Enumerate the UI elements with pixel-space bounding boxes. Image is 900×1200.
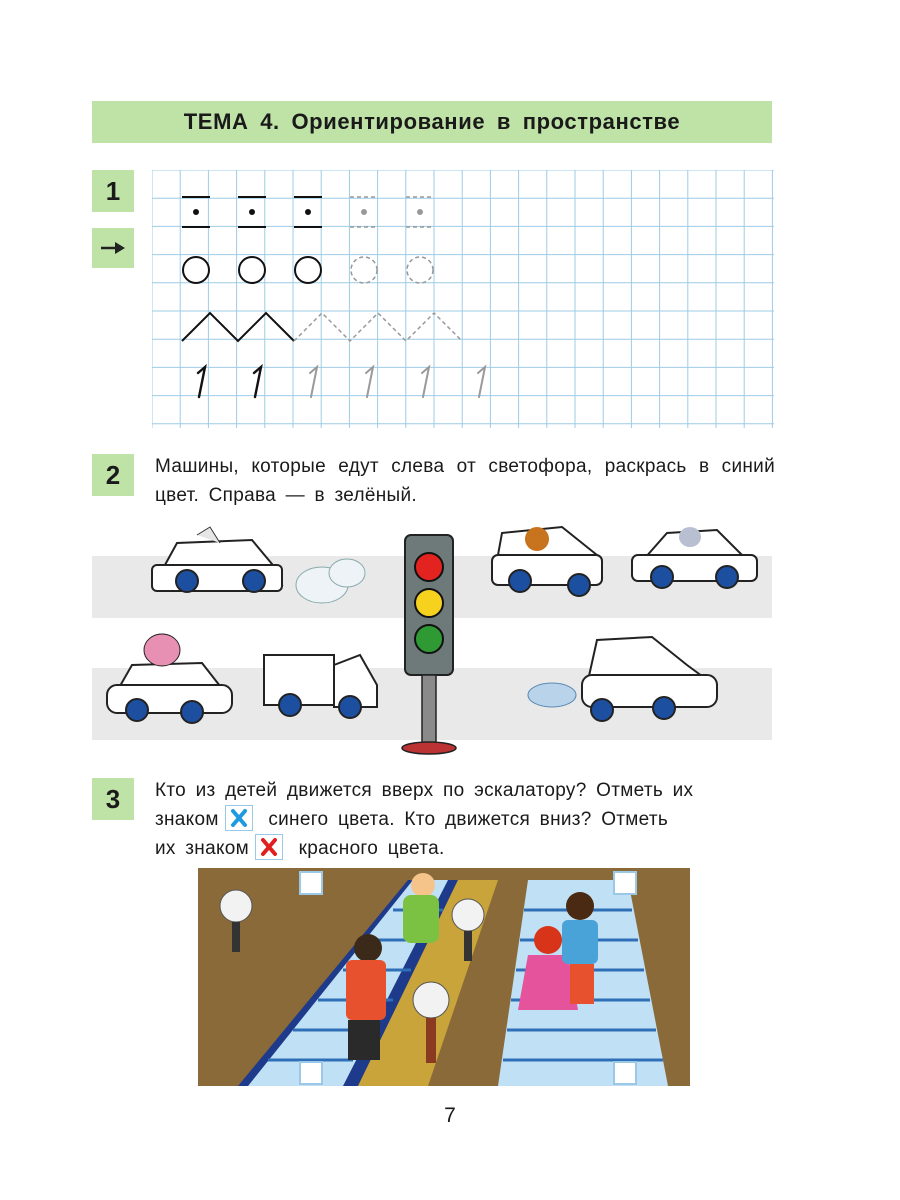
car-illustration	[632, 527, 757, 588]
task-3-text	[155, 776, 775, 863]
task-1-grid	[152, 170, 774, 428]
task-3-line-2	[155, 805, 775, 834]
topic-header	[92, 101, 772, 143]
task-1-number: 1	[92, 170, 134, 212]
arrow-box	[92, 228, 134, 268]
escalator-illustration	[198, 860, 690, 1086]
traffic-light	[402, 535, 456, 754]
task-3-line-2-b: синего цвета. Кто движется вниз? Отметь	[268, 809, 669, 830]
traffic-illustration	[92, 515, 772, 760]
topic-title: ТЕМА 4. Ориентирование в пространстве	[183, 109, 681, 134]
digit-one-pattern-row	[198, 367, 485, 397]
car-illustration	[492, 527, 602, 596]
task-3-number: 3	[92, 778, 134, 820]
task-3-line-2-a: знаком	[155, 809, 219, 830]
car-illustration	[528, 637, 717, 721]
arrow-right-icon	[99, 240, 127, 256]
zigzag-pattern-row	[182, 313, 462, 341]
answer-box[interactable]	[300, 872, 322, 894]
dot-pattern-row	[182, 197, 434, 227]
answer-box[interactable]	[300, 1062, 322, 1084]
answer-box[interactable]	[614, 1062, 636, 1084]
task-2-number: 2	[92, 454, 134, 496]
blue-cross-mark-icon	[225, 805, 253, 831]
task-3-line-3-b: красного цвета.	[298, 838, 445, 859]
page-number: 7	[444, 1104, 456, 1127]
task-2-text: Машины, которые едут слева от светофора, раскрась в синий цвет. Справа — в зелёный.	[155, 456, 775, 506]
task-3-line-1: Кто из детей движется вверх по эскалатору? Отметь их	[155, 780, 694, 801]
circle-pattern-row	[183, 257, 433, 283]
car-illustration	[107, 634, 232, 723]
exhaust-cloud	[296, 559, 365, 603]
task-3-line-3	[155, 834, 775, 863]
task-3-line-3-a: их знаком	[155, 838, 250, 859]
answer-box[interactable]	[614, 872, 636, 894]
red-cross-mark-icon	[255, 834, 283, 860]
van-illustration	[264, 655, 377, 718]
car-illustration	[152, 527, 282, 592]
